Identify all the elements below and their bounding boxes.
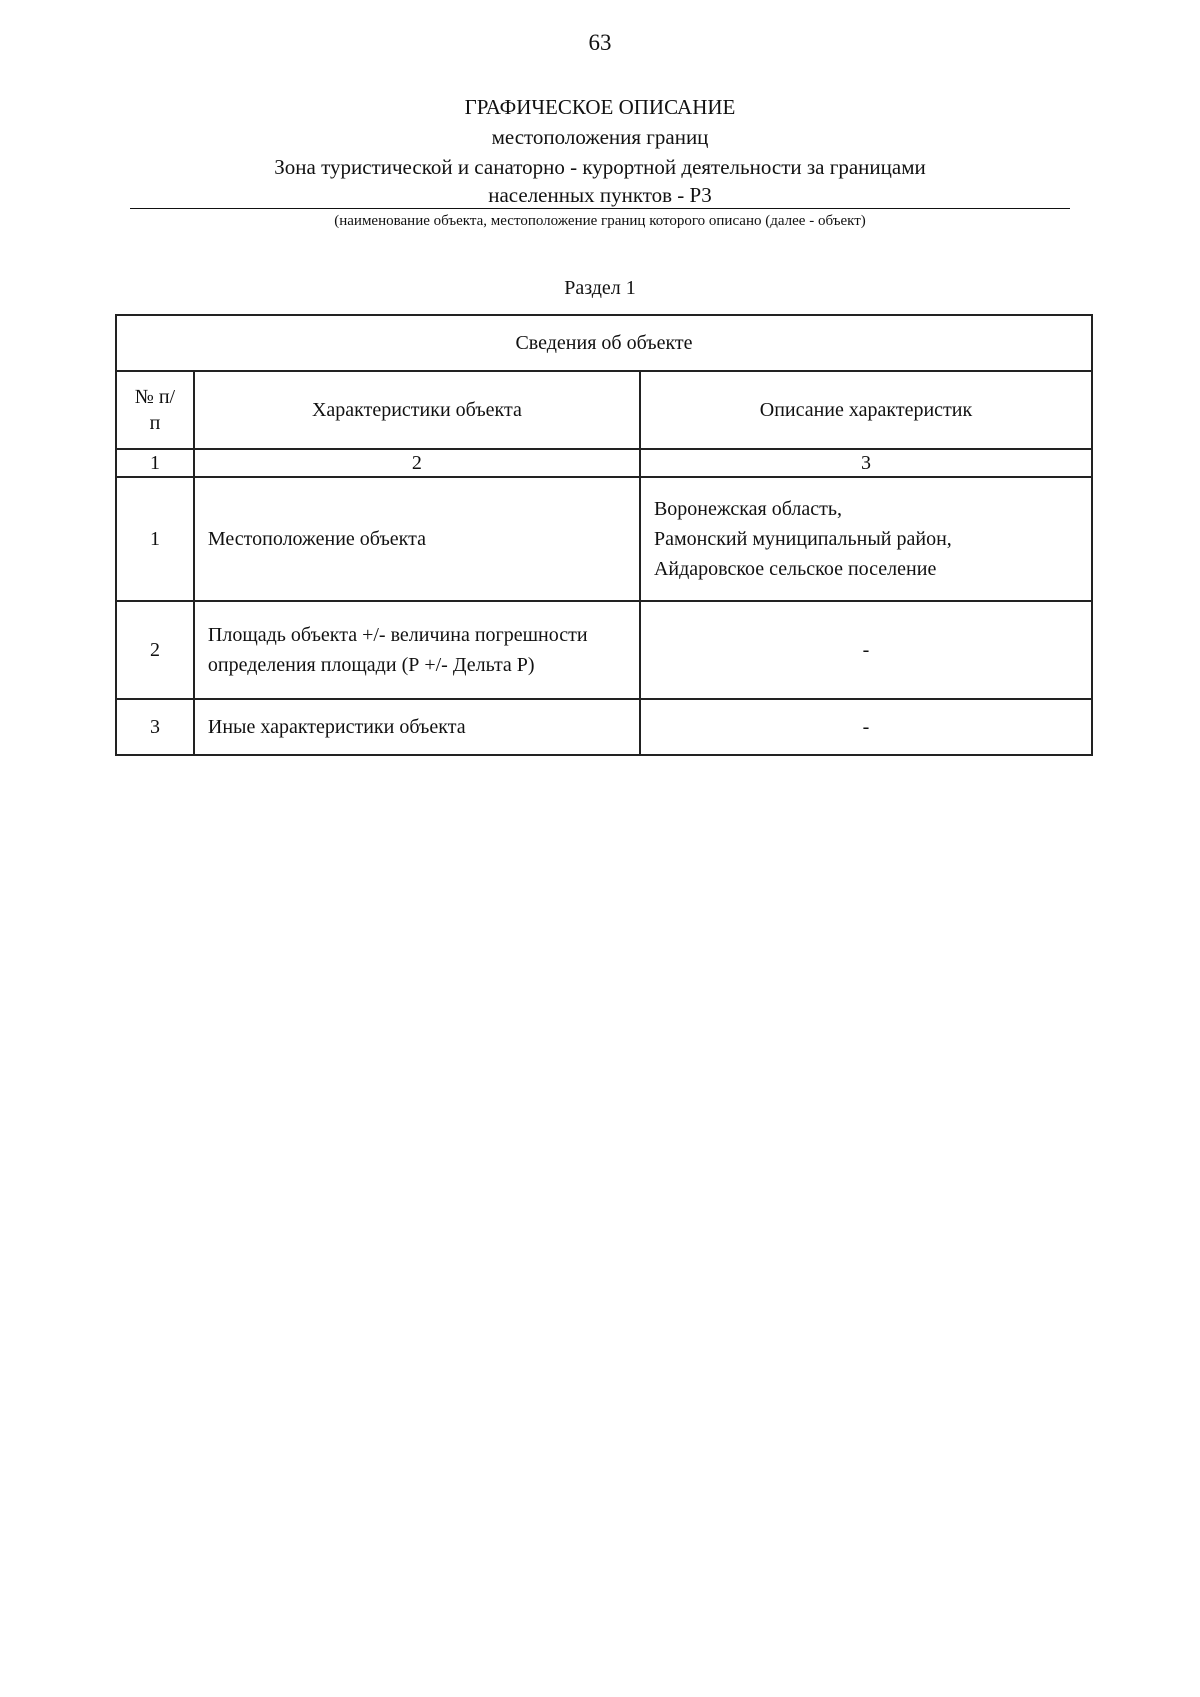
- description-line: Айдаровское сельское поселение: [653, 558, 937, 580]
- description-line: Воронежская область,: [653, 498, 842, 520]
- row-description: [640, 477, 1092, 601]
- column-index-row: [116, 449, 1092, 477]
- column-header-description: Описание характеристик: [640, 371, 1092, 449]
- object-name-line-2: населенных пунктов - Р3: [130, 182, 1070, 209]
- table-row: [116, 699, 1092, 755]
- column-index: 1: [116, 449, 194, 477]
- row-number: 3: [116, 699, 194, 755]
- table-row: [116, 477, 1092, 601]
- document-header: [130, 92, 1070, 232]
- row-description: -: [640, 699, 1092, 755]
- row-number: 2: [116, 601, 194, 699]
- table-title-row: [116, 315, 1092, 371]
- column-index: 3: [640, 449, 1092, 477]
- object-info-table: [115, 314, 1093, 756]
- row-description: -: [640, 601, 1092, 699]
- table-header-row: [116, 371, 1092, 449]
- document-title: ГРАФИЧЕСКОЕ ОПИСАНИЕ: [464, 95, 736, 119]
- document-subtitle: местоположения границ: [491, 125, 709, 149]
- object-name-caption: (наименование объекта, местоположение границ которого описано (далее - объект): [334, 213, 866, 229]
- row-characteristic: Площадь объекта +/- величина погрешности определения площади (Р +/- Дельта Р): [194, 601, 640, 699]
- column-header-characteristic: Характеристики объекта: [194, 371, 640, 449]
- row-number: 1: [116, 477, 194, 601]
- object-name-line-1: Зона туристической и санаторно - курортной деятельности за границами: [274, 155, 926, 179]
- table-title: Сведения об объекте: [116, 315, 1092, 371]
- column-header-number: № п/п: [116, 371, 194, 449]
- column-index: 2: [194, 449, 640, 477]
- row-characteristic: Иные характеристики объекта: [194, 699, 640, 755]
- section-label: Раздел 1: [564, 277, 636, 299]
- row-characteristic: Местоположение объекта: [194, 477, 640, 601]
- description-line: Рамонский муниципальный район,: [653, 528, 952, 550]
- page-number: 63: [588, 30, 612, 55]
- table-row: [116, 601, 1092, 699]
